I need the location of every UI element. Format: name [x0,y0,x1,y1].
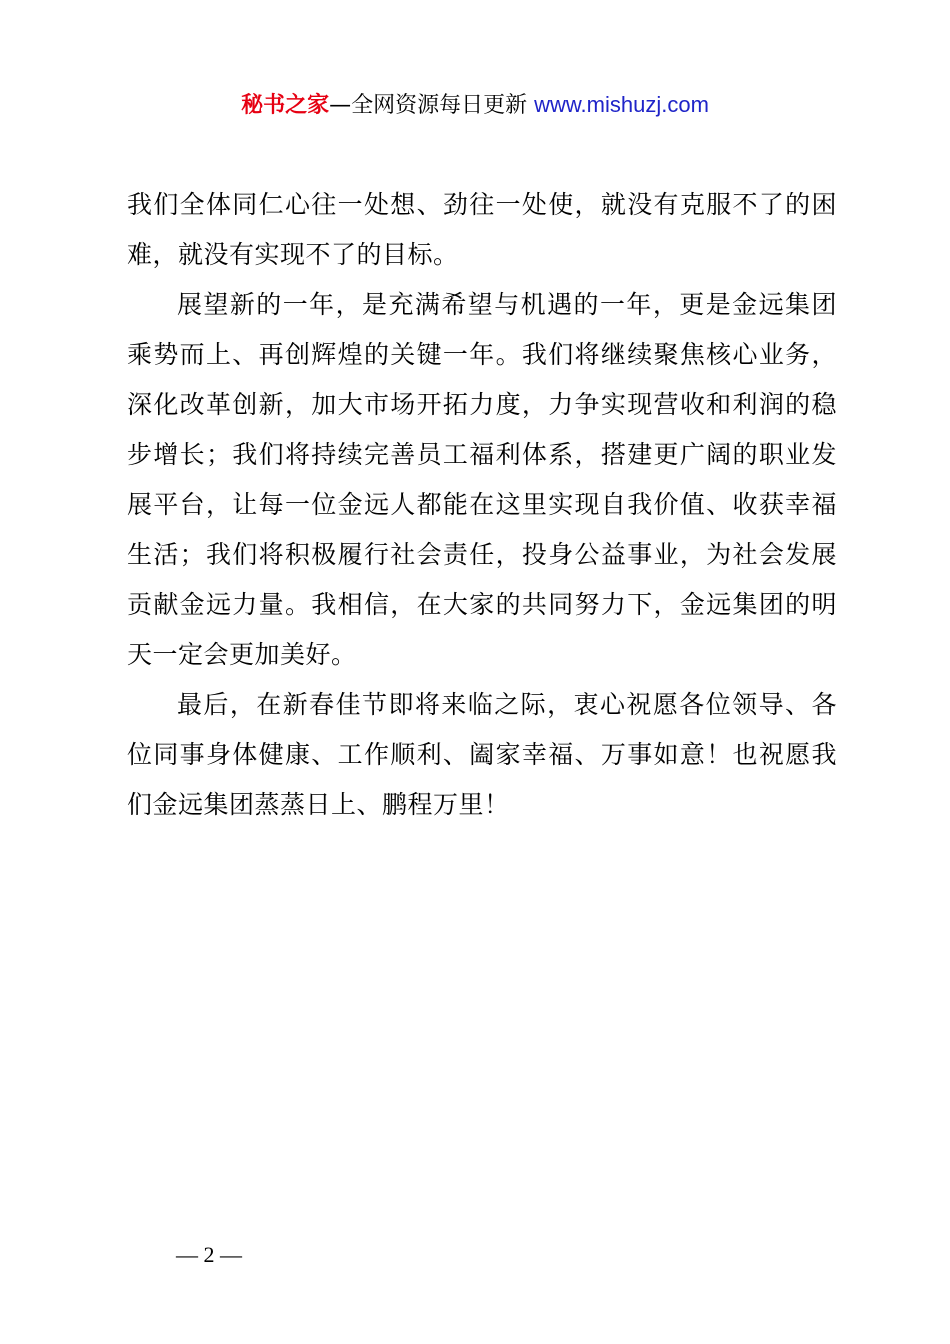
paragraph-outlook: 展望新的一年，是充满希望与机遇的一年，更是金远集团乘势而上、再创辉煌的关键一年。我们将继续聚焦核心业务，深化改革创新，加大市场开拓力度，力争实现营收和利润的稳步增长；我们将持续完善员工福利体系，搭建更广阔的职业发展平台，让每一位金远人都能在这里实现自我价值、收获幸福生活；我们将积极履行社会责任，投身公益事业，为社会发展贡献金远力量。我相信，在大家的共同努力下，金远集团的明天一定会更加美好。 [127,290,837,669]
document-body [127,180,837,830]
site-tagline: —全网资源每日更新 [329,93,535,118]
site-brand: 秘书之家 [241,93,330,118]
paragraph-closing-wishes: 最后，在新春佳节即将来临之际，衷心祝愿各位领导、各位同事身体健康、工作顺利、阖家幸福、万事如意！也祝愿我们金远集团蒸蒸日上、鹏程万里！ [127,690,837,819]
site-url-link[interactable]: www.mishuzj.com [534,92,709,117]
page-number: — 2 — [176,1242,242,1267]
paragraph-continued: 我们全体同仁心往一处想、劲往一处使，就没有克服不了的困难，就没有实现不了的目标。 [127,190,837,269]
site-header [0,88,950,123]
